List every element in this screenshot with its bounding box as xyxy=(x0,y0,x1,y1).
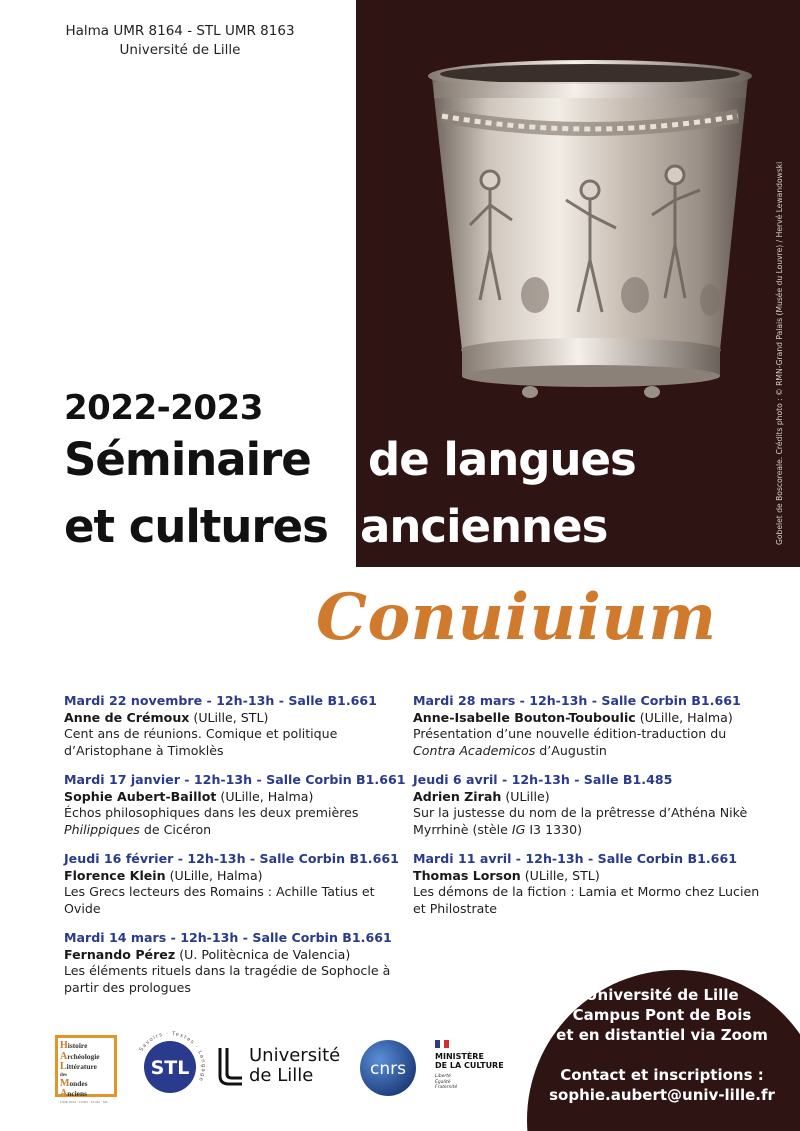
season-year: 2022-2023 xyxy=(64,388,263,428)
speaker-name: Sophie Aubert-Baillot xyxy=(64,788,217,804)
speaker-affiliation: (ULille, STL) xyxy=(520,867,600,883)
session-title-text: Sur la justesse du nom de la prêtresse d’Athéna Nikè Myrrhinè (stèle xyxy=(413,805,748,837)
republic-motto: Liberté Égalité Fraternité xyxy=(435,1074,458,1090)
speaker-affiliation: (U. Politècnica de Valencia) xyxy=(175,946,351,962)
session-speaker-line xyxy=(413,710,763,727)
cnrs-logo xyxy=(359,1039,417,1097)
session-title xyxy=(413,726,763,759)
speaker-affiliation: (ULille, STL) xyxy=(189,709,269,725)
title-line2-right: anciennes xyxy=(360,500,608,553)
session-item xyxy=(64,693,404,759)
partner-logos xyxy=(55,1030,525,1104)
speaker-name: Florence Klein xyxy=(64,867,166,883)
stl-ring-text: Savoirs · Textes · Langage xyxy=(138,1030,207,1083)
session-item xyxy=(64,930,404,996)
session-date: Mardi 11 avril - 12h-13h - Salle Corbin B1.661 xyxy=(413,851,737,866)
title-line1-left: Séminaire xyxy=(64,433,311,486)
speaker-affiliation: (ULille, Halma) xyxy=(165,867,263,883)
speaker-name: Thomas Lorson xyxy=(413,867,521,883)
sessions-left-column xyxy=(64,693,404,1009)
institutions-line-1: Halma UMR 8164 - STL UMR 8163 xyxy=(65,23,295,39)
sessions-right-column xyxy=(413,693,763,930)
seminar-name: Conuiuium xyxy=(316,580,717,655)
ministere-name: MINISTÈRE DE LA CULTURE xyxy=(435,1052,504,1070)
session-title-text: Échos philosophiques dans les deux premières xyxy=(64,805,359,820)
session-speaker-line xyxy=(64,947,404,964)
session-title: Les éléments rituels dans la tragédie de Sophocle à partir des prologues xyxy=(64,963,391,995)
halma-line: Anciens xyxy=(60,1088,87,1099)
session-date: Mardi 28 mars - 12h-13h - Salle Corbin B1.661 xyxy=(413,693,741,708)
session-speaker-line xyxy=(64,789,404,806)
session-speaker-line xyxy=(64,710,404,727)
stl-text: STL xyxy=(150,1057,190,1079)
ulille-mark-icon xyxy=(217,1046,245,1086)
venue-contact-info xyxy=(537,985,787,1105)
institutions-header xyxy=(40,22,320,60)
halma-line: Littérature xyxy=(60,1061,97,1072)
speaker-name: Anne-Isabelle Bouton-Touboulic xyxy=(413,709,636,725)
stl-logo xyxy=(133,1030,207,1104)
speaker-affiliation: (ULille) xyxy=(501,788,550,804)
title-line1-right: de langues xyxy=(368,433,636,486)
session-title-text: Présentation d’une nouvelle édition-traduction du xyxy=(413,726,727,741)
halma-line: des xyxy=(60,1072,67,1078)
halma-line: Archéologie xyxy=(60,1050,100,1062)
session-title-italic: Philippiques xyxy=(64,821,140,837)
contact-email[interactable]: sophie.aubert@univ-lille.fr xyxy=(549,1086,775,1104)
speaker-name: Adrien Zirah xyxy=(413,788,502,804)
session-title-text: d’Augustin xyxy=(535,742,607,758)
session-date: Mardi 17 janvier - 12h-13h - Salle Corbin B1.661 xyxy=(64,772,406,787)
title-line2-left: et cultures xyxy=(64,500,328,553)
session-title-text: de Cicéron xyxy=(139,821,212,837)
ministere-culture-logo xyxy=(435,1040,515,1100)
session-date: Jeudi 6 avril - 12h-13h - Salle B1.485 xyxy=(413,772,673,787)
spacer xyxy=(537,1045,787,1065)
venue-line: Université de Lille xyxy=(585,986,739,1004)
institutions-line-2: Université de Lille xyxy=(119,42,241,58)
universite-de-lille-logo xyxy=(217,1046,347,1092)
cnrs-text: cnrs xyxy=(370,1059,406,1079)
session-speaker-line xyxy=(413,789,763,806)
session-title xyxy=(413,805,763,838)
session-item xyxy=(64,851,404,917)
session-title: Les démons de la fiction : Lamia et Mormo chez Lucien et Philostrate xyxy=(413,884,760,916)
session-date: Jeudi 16 février - 12h-13h - Salle Corbin B1.661 xyxy=(64,851,399,866)
session-item xyxy=(413,772,763,838)
session-date: Mardi 14 mars - 12h-13h - Salle Corbin B1.661 xyxy=(64,930,392,945)
halma-line: Mondes xyxy=(60,1077,88,1089)
session-speaker-line xyxy=(64,868,404,885)
ulille-wordmark: Université de Lille xyxy=(249,1045,341,1086)
session-title-italic: IG xyxy=(511,821,526,837)
halma-line: Histoire xyxy=(60,1040,88,1051)
session-title: Cent ans de réunions. Comique et politique d’Aristophane à Timoklès xyxy=(64,726,338,758)
speaker-affiliation: (ULille, Halma) xyxy=(635,709,733,725)
session-item xyxy=(413,851,763,917)
french-flag-icon xyxy=(435,1040,449,1048)
halma-logo xyxy=(55,1035,117,1104)
session-date: Mardi 22 novembre - 12h-13h - Salle B1.661 xyxy=(64,693,377,708)
session-item xyxy=(413,693,763,759)
contact-label: Contact et inscriptions : xyxy=(560,1066,764,1084)
venue-line: Campus Pont de Bois xyxy=(572,1006,752,1024)
session-speaker-line xyxy=(413,868,763,885)
session-title: Les Grecs lecteurs des Romains : Achille Tatius et Ovide xyxy=(64,884,375,916)
speaker-affiliation: (ULille, Halma) xyxy=(216,788,314,804)
photo-credit: Gobelet de Boscoreale. Crédits photo : © RMN-Grand Palais (Musée du Louvre) / Hervé Lewandowski xyxy=(775,161,784,545)
speaker-name: Anne de Crémoux xyxy=(64,709,190,725)
speaker-name: Fernando Pérez xyxy=(64,946,176,962)
boscoreale-cup-image xyxy=(420,50,760,420)
venue-line: et en distantiel via Zoom xyxy=(556,1026,768,1044)
session-title-text: I3 1330) xyxy=(525,821,583,837)
session-title-italic: Contra Academicos xyxy=(413,742,536,758)
session-title xyxy=(64,805,404,838)
halma-tiny-text: UMR 8164 · CNRS · ULille · MC xyxy=(60,1099,109,1104)
session-item xyxy=(64,772,404,838)
